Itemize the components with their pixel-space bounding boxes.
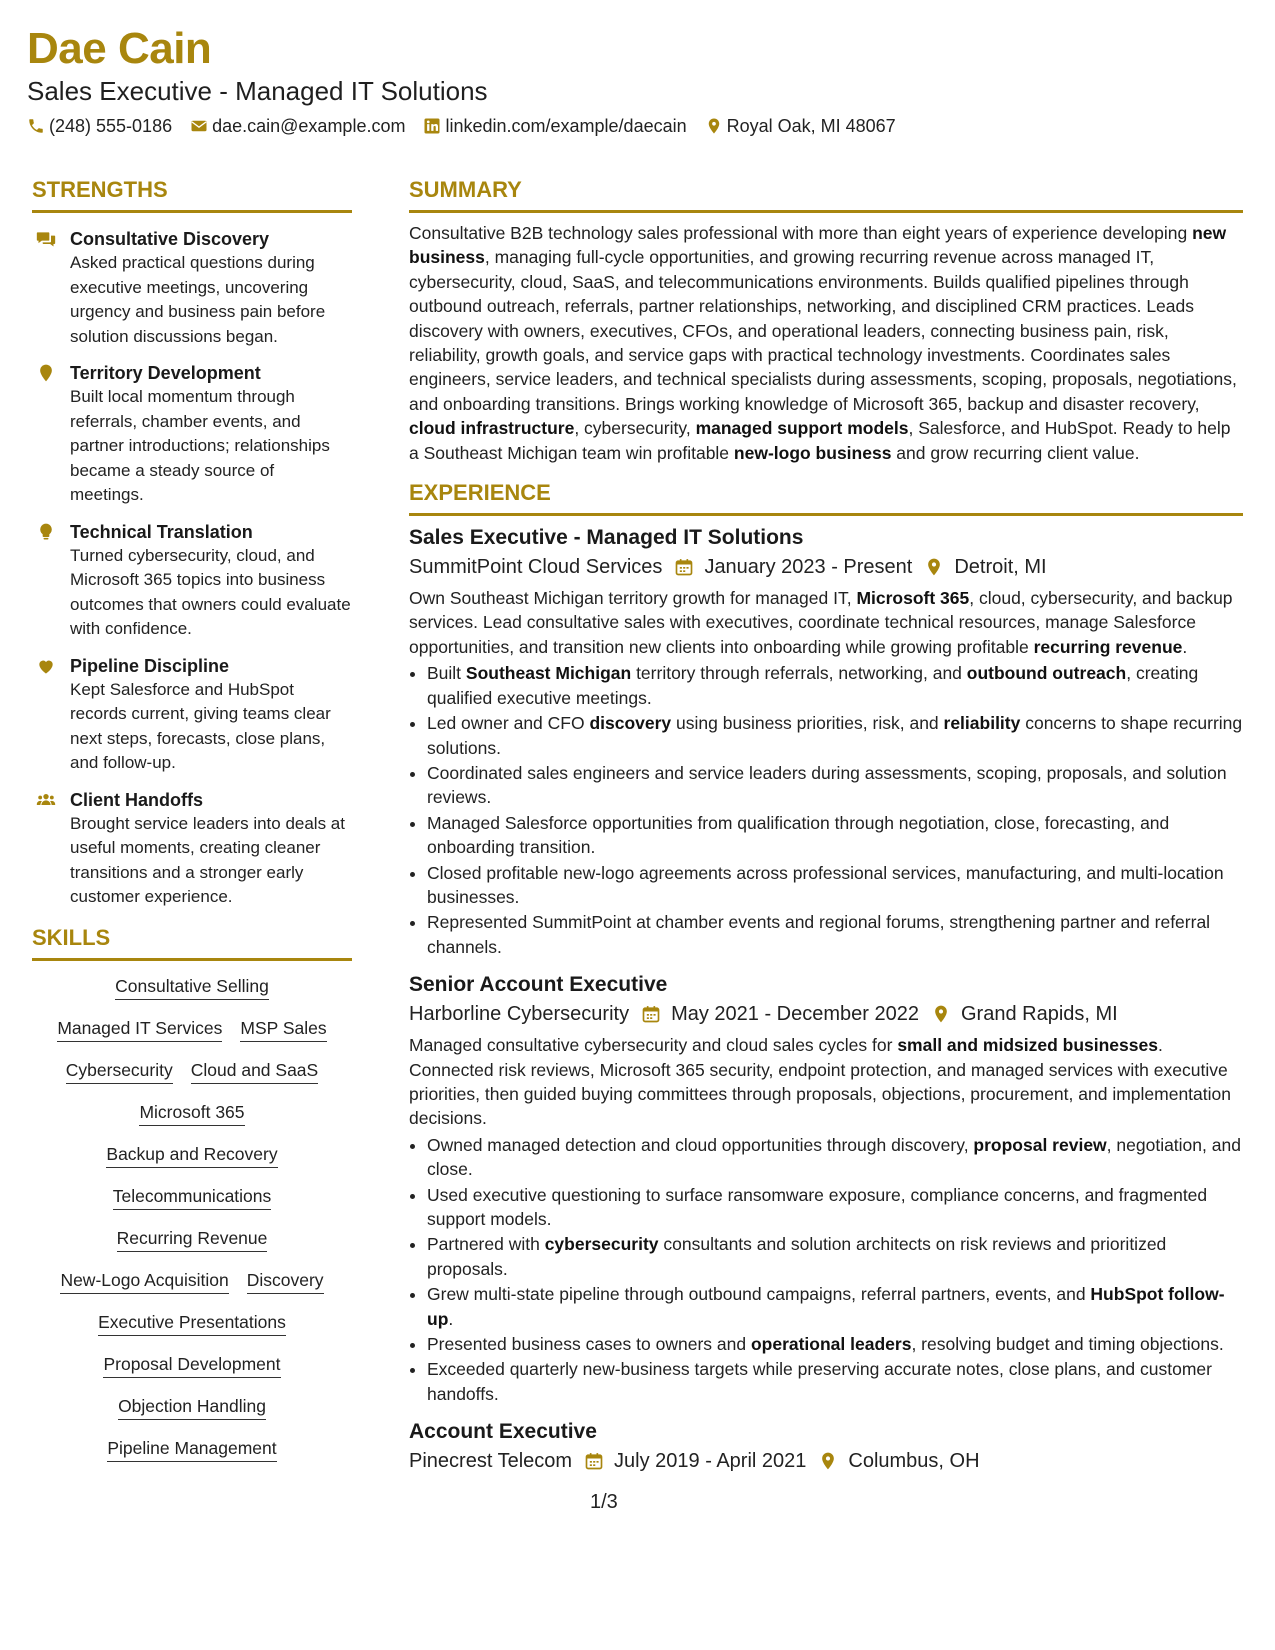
text-segment: consultants and solution architects on risk reviews and prioritized proposals. bbox=[427, 1234, 1167, 1279]
bullet-item bbox=[427, 1183, 1243, 1232]
skill-row bbox=[106, 1143, 277, 1168]
heart-icon bbox=[32, 654, 60, 776]
skills-list bbox=[32, 975, 352, 1462]
strength-title: Technical Translation bbox=[70, 521, 253, 542]
job-location: Grand Rapids, MI bbox=[961, 1003, 1118, 1026]
bullet-item bbox=[427, 1133, 1243, 1182]
job-title: Sales Executive - Managed IT Solutions bbox=[409, 526, 804, 550]
skill-row bbox=[103, 1353, 280, 1378]
emphasis-text: cybersecurity bbox=[544, 1234, 659, 1255]
skill-row bbox=[115, 975, 269, 1000]
text-segment: Presented business cases to owners and bbox=[427, 1334, 751, 1355]
emphasis-text: discovery bbox=[589, 713, 672, 734]
contact-location bbox=[705, 114, 896, 138]
text-segment: , creating qualified executive meetings. bbox=[427, 663, 1199, 708]
text-segment: , managing full-cycle opportunities, and growing recurring revenue across managed IT, cybersecurity, cloud, SaaS, and telecommunications environments. Builds qualified pipelines through outbound outreach, referrals, partner relationships, networking, and disciplined CRM practices. Leads discovery with owners, executives, CFOs, and operational leaders, connecting business pain, risk, reliability, growth goals, and service gaps with practical technology investments. Coordinates sales engineers, service leaders, and technical specialists during assessments, scoping, proposals, negotiations, and onboarding transitions. Brings working knowledge of Microsoft 365, backup and disaster recovery, bbox=[409, 247, 1237, 414]
envelope-icon bbox=[190, 117, 208, 135]
skill-row bbox=[118, 1395, 266, 1420]
skill-row bbox=[117, 1227, 268, 1252]
map-pin-icon bbox=[924, 557, 944, 577]
skill-tag: Executive Presentations bbox=[98, 1311, 286, 1336]
job-title: Senior Account Executive bbox=[409, 973, 668, 997]
emphasis-text: Southeast Michigan bbox=[465, 663, 632, 684]
job-dates: January 2023 - Present bbox=[704, 556, 913, 579]
bullet-item bbox=[427, 1282, 1243, 1331]
summary-heading: SUMMARY bbox=[409, 176, 1243, 213]
linkedin-text[interactable]: linkedin.com/example/daecain bbox=[445, 116, 687, 136]
strength-desc: Built local momentum through referrals, chamber events, and partner introductions; relationships became a steady source of meetings. bbox=[70, 387, 330, 504]
skill-row bbox=[66, 1059, 318, 1084]
emphasis-text: outbound outreach bbox=[966, 663, 1127, 684]
emphasis-text: HubSpot follow-up bbox=[427, 1284, 1225, 1329]
text-segment: territory through referrals, networking, and bbox=[631, 663, 967, 684]
bullet-item bbox=[427, 1357, 1243, 1406]
skill-row bbox=[57, 1017, 326, 1042]
skill-tag: Pipeline Management bbox=[107, 1437, 276, 1462]
text-segment: concerns to shape recurring solutions. bbox=[427, 713, 1243, 758]
job-company: Harborline Cybersecurity bbox=[409, 1003, 630, 1026]
job-location: Columbus, OH bbox=[848, 1450, 980, 1473]
right-column bbox=[409, 176, 1243, 1476]
job-description bbox=[409, 586, 1243, 659]
skill-tag: Discovery bbox=[247, 1269, 324, 1294]
text-segment: Closed profitable new-logo agreements across professional services, manufacturing, and multi-location businesses. bbox=[427, 862, 1224, 907]
skill-row bbox=[113, 1185, 272, 1210]
text-segment: Grew multi-state pipeline through outbound campaigns, referral partners, events, and bbox=[427, 1284, 1091, 1305]
skill-tag: Managed IT Services bbox=[57, 1017, 222, 1042]
map-pin-icon bbox=[705, 117, 723, 135]
text-segment: , cybersecurity, bbox=[574, 418, 696, 439]
emphasis-text: managed support models bbox=[695, 418, 909, 439]
bullet-item bbox=[427, 910, 1243, 959]
strength-title: Territory Development bbox=[70, 363, 261, 383]
job-entry bbox=[409, 524, 1243, 959]
job-title: Account Executive bbox=[409, 1420, 597, 1444]
emphasis-text: operational leaders bbox=[750, 1334, 912, 1355]
strength-title: Pipeline Discipline bbox=[70, 655, 230, 676]
strength-desc: Turned cybersecurity, cloud, and Microsoft 365 topics into business outcomes that owners could evaluate with confidence. bbox=[70, 545, 351, 638]
text-segment: , cloud, cybersecurity, and backup services. Lead consultative sales with executives, coordinate technical resources, manage Salesforce opportunities, and transition new clients into onboarding while growing profitable bbox=[409, 588, 1233, 657]
bullet-item bbox=[427, 711, 1243, 760]
text-segment: . Connected risk reviews, Microsoft 365 security, endpoint protection, and managed services with executive priorities, then guided buying committees through proposals, objections, procurement, and implementation decisions. bbox=[409, 1035, 1231, 1129]
text-segment: . bbox=[1182, 636, 1188, 657]
calendar-icon bbox=[641, 1004, 661, 1024]
strength-desc: Brought service leaders into deals at useful moments, creating cleaner transitions and a stronger early customer experience. bbox=[70, 813, 345, 906]
strength-desc: Kept Salesforce and HubSpot records current, giving teams clear next steps, forecasts, close plans, and follow-up. bbox=[70, 679, 331, 772]
strength-item bbox=[32, 654, 352, 776]
email-text[interactable]: dae.cain@example.com bbox=[212, 116, 406, 136]
job-meta bbox=[409, 999, 1243, 1029]
skill-tag: Cloud and SaaS bbox=[191, 1059, 318, 1084]
strength-title: Consultative Discovery bbox=[70, 229, 270, 249]
text-segment: Built bbox=[427, 663, 466, 684]
text-segment: Owned managed detection and cloud opportunities through discovery, bbox=[427, 1134, 974, 1155]
page-number: 1/3 bbox=[590, 1491, 618, 1513]
lightbulb-icon bbox=[32, 520, 60, 642]
text-segment: Exceeded quarterly new-business targets while preserving accurate notes, close plans, and customer handoffs. bbox=[427, 1359, 1212, 1404]
strengths-list bbox=[32, 227, 352, 910]
text-segment: Led owner and CFO bbox=[427, 713, 590, 734]
users-icon bbox=[32, 788, 60, 910]
emphasis-text: proposal review bbox=[973, 1134, 1107, 1155]
bullet-item bbox=[427, 661, 1243, 710]
text-segment: Consultative B2B technology sales professional with more than eight years of experience developing bbox=[409, 223, 1193, 243]
text-segment: Managed consultative cybersecurity and cloud sales cycles for bbox=[409, 1035, 898, 1056]
skill-tag: Consultative Selling bbox=[115, 975, 269, 1000]
text-segment: Managed Salesforce opportunities from qualification through negotiation, close, forecasting, and onboarding transition. bbox=[427, 812, 1170, 858]
contact-bar bbox=[27, 114, 1252, 138]
map-pin-icon bbox=[931, 1004, 951, 1024]
skill-tag: Recurring Revenue bbox=[117, 1227, 268, 1252]
emphasis-text: recurring revenue bbox=[1033, 636, 1183, 657]
skill-tag: Microsoft 365 bbox=[139, 1101, 244, 1126]
resume-header bbox=[27, 22, 1252, 138]
summary-text bbox=[409, 221, 1243, 465]
job-entry bbox=[409, 971, 1243, 1406]
bullet-item bbox=[427, 811, 1243, 860]
skill-row bbox=[60, 1269, 323, 1294]
skill-tag: New-Logo Acquisition bbox=[60, 1269, 228, 1294]
bullet-item bbox=[427, 761, 1243, 810]
emphasis-text: Microsoft 365 bbox=[856, 588, 970, 609]
skill-tag: Telecommunications bbox=[113, 1185, 272, 1210]
job-dates: July 2019 - April 2021 bbox=[614, 1450, 807, 1473]
text-segment: , resolving budget and timing objections. bbox=[911, 1334, 1224, 1355]
text-segment: , Salesforce, and HubSpot. Ready to help a Southeast Michigan team win profitable bbox=[409, 418, 1231, 463]
job-description bbox=[409, 1033, 1243, 1131]
job-bullets bbox=[409, 1133, 1243, 1406]
skill-tag: Cybersecurity bbox=[66, 1059, 173, 1084]
contact-email[interactable] bbox=[190, 114, 405, 138]
calendar-icon bbox=[584, 1451, 604, 1471]
emphasis-text: new-logo business bbox=[733, 442, 892, 463]
strength-item bbox=[32, 788, 352, 910]
contact-phone bbox=[27, 114, 172, 138]
text-segment: , negotiation, and close. bbox=[427, 1134, 1241, 1180]
strength-item bbox=[32, 361, 352, 508]
left-column bbox=[32, 176, 352, 1462]
strength-item bbox=[32, 520, 352, 642]
emphasis-text: small and midsized businesses bbox=[897, 1035, 1158, 1056]
skill-row bbox=[107, 1437, 276, 1462]
contact-linkedin[interactable] bbox=[423, 114, 686, 138]
text-segment: . bbox=[448, 1308, 454, 1329]
bullet-item bbox=[427, 1332, 1243, 1356]
job-company: SummitPoint Cloud Services bbox=[409, 556, 663, 579]
skill-tag: Objection Handling bbox=[118, 1395, 266, 1420]
bullet-item bbox=[427, 861, 1243, 910]
job-bullets bbox=[409, 661, 1243, 959]
skill-row bbox=[98, 1311, 286, 1336]
location-text: Royal Oak, MI 48067 bbox=[726, 116, 896, 136]
strength-item bbox=[32, 227, 352, 349]
job-meta bbox=[409, 552, 1243, 582]
job-location: Detroit, MI bbox=[954, 556, 1047, 579]
skill-row bbox=[139, 1101, 244, 1126]
candidate-role: Sales Executive - Managed IT Solutions bbox=[27, 76, 488, 106]
experience-heading: EXPERIENCE bbox=[409, 479, 1243, 516]
strength-desc: Asked practical questions during executive meetings, uncovering urgency and business pain before solution discussions began. bbox=[70, 253, 326, 346]
chat-bubbles-icon bbox=[32, 227, 60, 349]
strengths-heading: STRENGTHS bbox=[32, 176, 352, 213]
linkedin-icon bbox=[423, 117, 441, 135]
calendar-icon bbox=[674, 557, 694, 577]
job-entry bbox=[409, 1418, 1243, 1476]
skills-heading: SKILLS bbox=[32, 924, 352, 961]
strength-title: Client Handoffs bbox=[70, 789, 203, 810]
map-pin-icon bbox=[32, 361, 60, 508]
emphasis-text: new business bbox=[409, 223, 1227, 268]
skill-tag: MSP Sales bbox=[240, 1017, 326, 1042]
text-segment: Partnered with bbox=[427, 1234, 545, 1255]
bullet-item bbox=[427, 1232, 1243, 1281]
text-segment: and grow recurring client value. bbox=[891, 442, 1140, 463]
candidate-name: Dae Cain bbox=[27, 24, 212, 73]
text-segment: using business priorities, risk, and bbox=[671, 713, 944, 734]
emphasis-text: reliability bbox=[943, 713, 1021, 734]
skill-tag: Proposal Development bbox=[103, 1353, 280, 1378]
text-segment: Represented SummitPoint at chamber events and regional forums, strengthening partner and referral channels. bbox=[427, 912, 1211, 957]
text-segment: Used executive questioning to surface ransomware exposure, compliance concerns, and fragmented support models. bbox=[427, 1184, 1208, 1229]
text-segment: Own Southeast Michigan territory growth for managed IT, bbox=[409, 588, 857, 609]
skill-tag: Backup and Recovery bbox=[106, 1143, 277, 1168]
phone-text: (248) 555-0186 bbox=[49, 116, 173, 136]
emphasis-text: cloud infrastructure bbox=[409, 418, 575, 439]
text-segment: Coordinated sales engineers and service leaders during assessments, scoping, proposals, and solution reviews. bbox=[427, 762, 1227, 808]
job-meta bbox=[409, 1446, 1243, 1476]
job-company: Pinecrest Telecom bbox=[409, 1450, 573, 1473]
phone-icon bbox=[27, 117, 45, 135]
map-pin-icon bbox=[818, 1451, 838, 1471]
job-dates: May 2021 - December 2022 bbox=[671, 1003, 919, 1026]
